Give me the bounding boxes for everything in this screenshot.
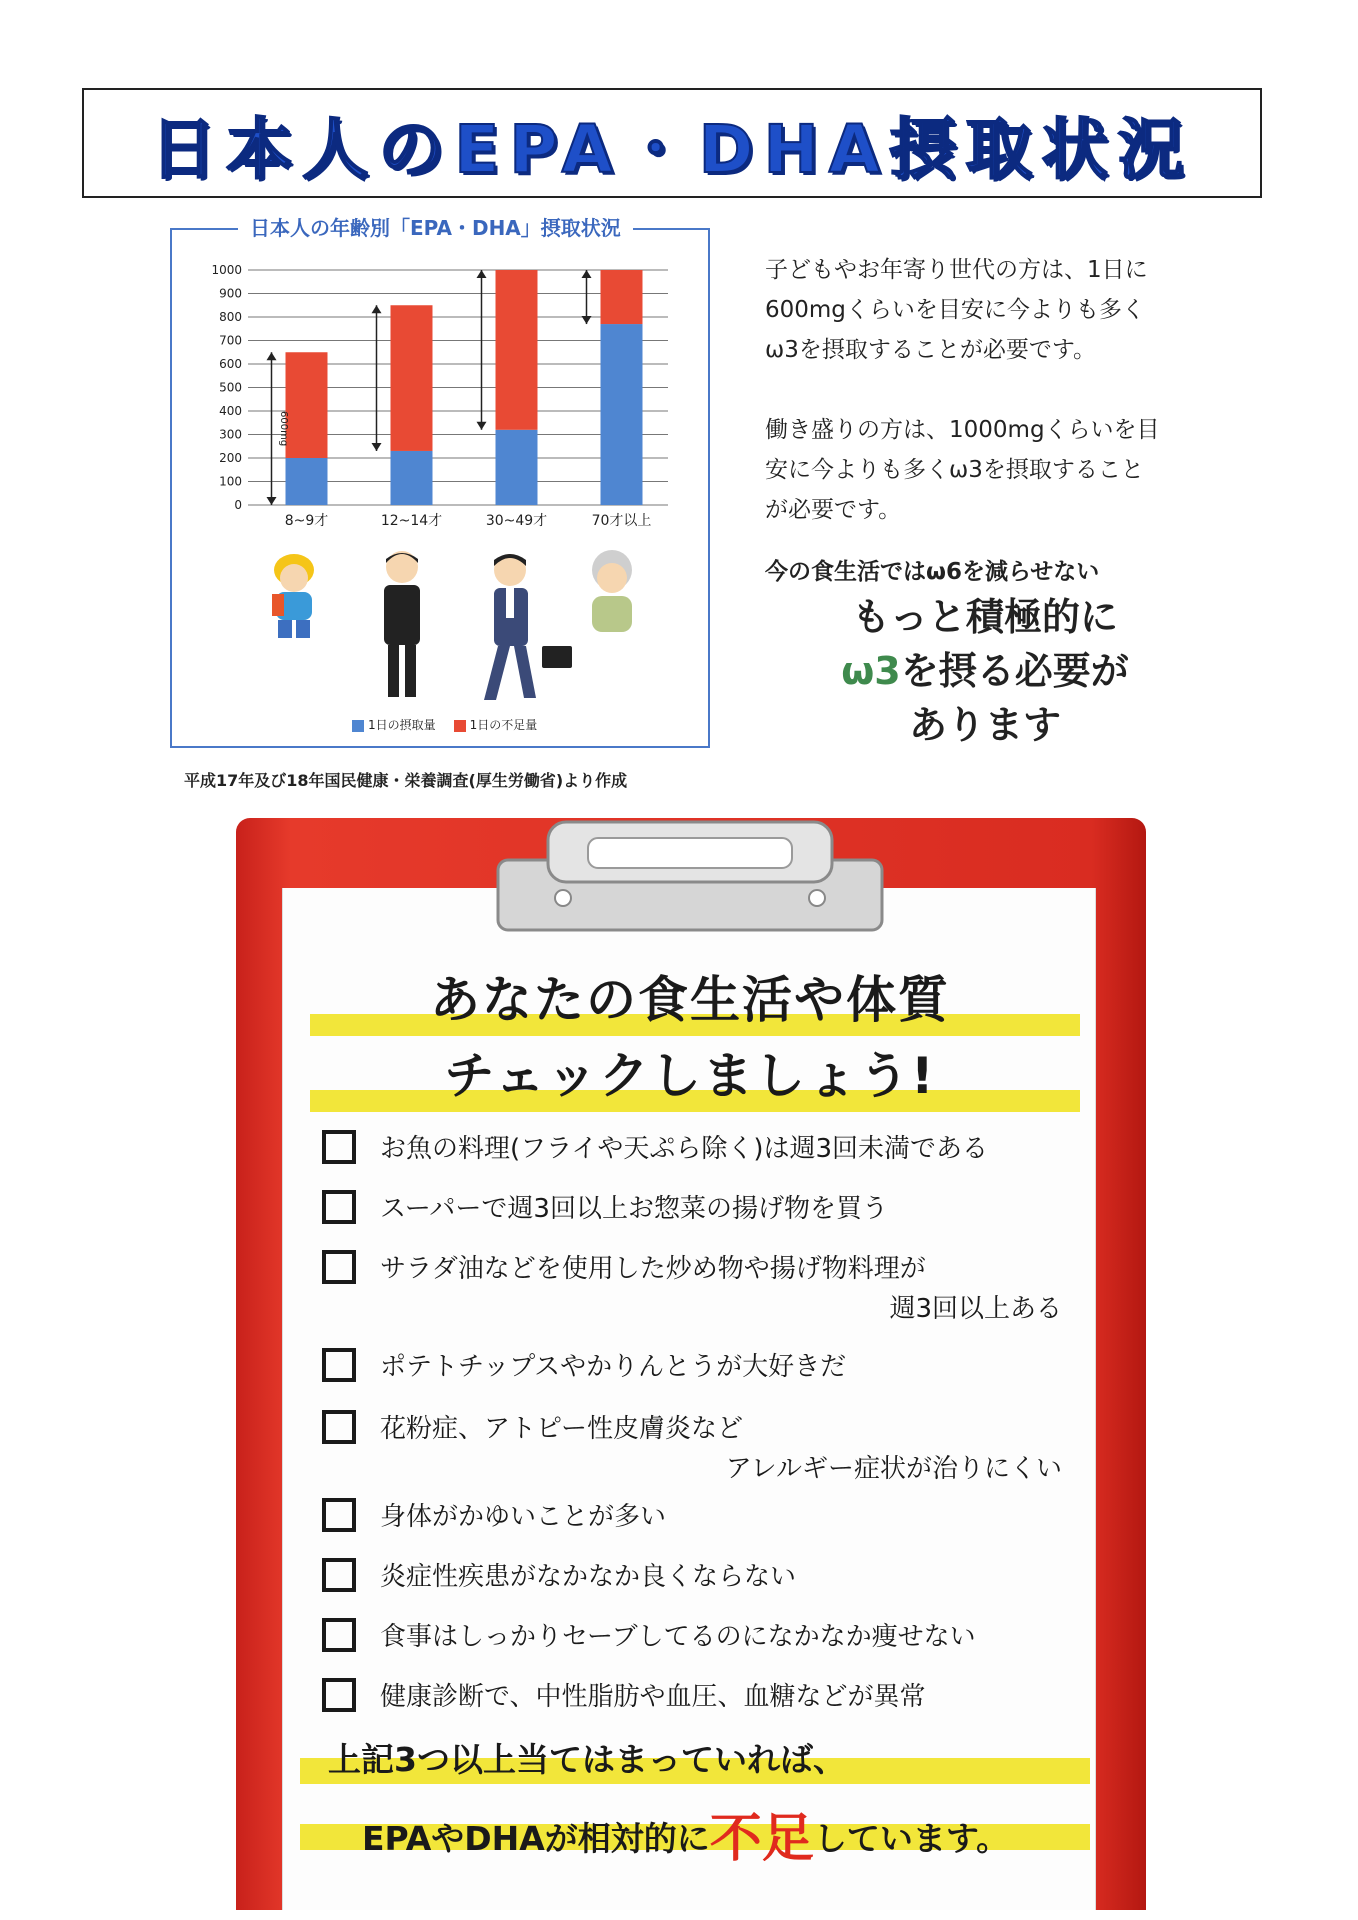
bar-shortage [496,270,538,430]
bar-intake [496,430,538,505]
arrow-head [582,270,592,278]
arrow-head [477,270,487,278]
y-tick-label: 900 [219,286,242,301]
y-tick-label: 1000 [211,263,242,277]
arrow-head [267,352,277,360]
arrow-head [582,316,592,324]
chart-title: 日本人の年齢別「EPA・DHA」摂取状況 [238,212,633,241]
y-tick-label: 500 [219,380,242,395]
checklist-title-line2: チェックしましょう! [444,1047,936,1105]
y-tick-label: 0 [234,498,242,512]
bar-intake [601,324,643,505]
child-illustration [258,548,328,648]
checklist-item-text: 花粉症、アトピー性皮膚炎など [380,1414,743,1444]
arrow-head [372,305,382,313]
checkbox[interactable] [322,1250,356,1284]
checkbox[interactable] [322,1410,356,1444]
legend-intake [352,716,436,733]
legend-shortage [454,716,538,733]
checklist-title-line1: あなたの食生活や体質 [430,971,950,1029]
y-tick-label: 700 [219,333,242,348]
source-note: 平成17年及び18年国民健康・栄養調査(厚生労働省)より作成 [184,771,628,790]
clipboard-clip [478,820,902,938]
p1-line: ω3を摂取することが必要です。 [765,337,1097,363]
checkbox[interactable] [322,1498,356,1532]
checklist-item-text: お魚の料理(フライや天ぷら除く)は週3回未満である [380,1134,989,1164]
legend-swatch-shortage [454,720,466,732]
checkbox[interactable] [322,1130,356,1164]
omega3-highlight: ω3 [841,649,901,693]
y-tick-label: 200 [219,451,242,465]
y-tick-label: 400 [219,404,242,418]
y-tick-label: 800 [219,310,242,324]
checklist-item-text: サラダ油などを使用した炒め物や揚げ物料理が [380,1254,926,1284]
checklist-item-cont: アレルギー症状が治りにくい [725,1454,1062,1484]
arrow-head [477,422,487,430]
chart-legend [352,716,537,733]
lead-text: 今の食生活ではω6を減らせない [765,559,1100,585]
emphasis-line1: もっと積極的に [851,595,1118,639]
checkbox[interactable] [322,1348,356,1382]
arrow-annotation: 600mg [278,411,289,447]
x-tick-label: 70才以上 [591,513,652,529]
checklist-footer-line2 [362,1796,1009,1871]
bar-shortage [286,352,328,458]
y-tick-label: 300 [219,427,242,442]
footer-pre: EPAやDHAが相対的に [362,1819,710,1858]
checklist-item-text: 炎症性疾患がなかなか良くならない [380,1562,797,1592]
elderly-illustration [582,548,642,638]
businessman-illustration [470,548,580,708]
bar-intake [391,451,433,505]
paragraph-children [765,250,1195,370]
checklist-item-text: ポテトチップスやかりんとうが大好きだ [380,1352,847,1382]
checklist-item-cont: 週3回以上ある [889,1294,1062,1324]
legend-label-shortage: 1日の不足量 [469,718,538,732]
checklist-item-text: スーパーで週3回以上お惣菜の揚げ物を買う [380,1194,888,1224]
x-tick-label: 8~9才 [284,513,329,529]
arrow-head [372,443,382,451]
emphasis-line2 [770,644,1200,698]
checklist-item-text: 健康診断で、中性脂肪や血圧、血糖などが異常 [380,1682,926,1712]
checkbox[interactable] [322,1618,356,1652]
student-illustration [372,545,432,705]
legend-swatch-intake [352,720,364,732]
p2-line: 安に今よりも多くω3を摂取すること [765,457,1144,483]
checklist-footer-line1: 上記3つ以上当てはまっていれば、 [328,1740,846,1779]
x-tick-label: 30~49才 [485,513,548,529]
p2-line: が必要です。 [765,497,902,523]
emphasis-text [770,590,1200,752]
p2-line: 働き盛りの方は、1000mgくらいを目 [765,417,1160,443]
checkbox[interactable] [322,1190,356,1224]
paragraph-adults [765,410,1195,530]
bar-shortage [601,270,643,324]
bar-shortage [391,305,433,451]
footer-post: しています。 [813,1819,1010,1858]
checklist-item-text: 身体がかゆいことが多い [380,1502,667,1532]
footer-shortage-word: 不足 [709,1809,814,1869]
p1-line: 600mgくらいを目安に今よりも多く [765,297,1145,323]
x-tick-label: 12~14才 [380,513,443,529]
legend-label-intake: 1日の摂取量 [368,718,436,732]
emphasis-line2-rest: を摂る必要が [900,649,1129,693]
arrow-head [267,497,277,505]
checkbox[interactable] [322,1558,356,1592]
y-tick-label: 100 [219,474,242,489]
p1-line: 子どもやお年寄り世代の方は、1日に [765,257,1148,283]
emphasis-line3: あります [908,703,1061,747]
bar-intake [286,458,328,505]
y-tick-label: 600 [219,357,242,371]
page-title: 日本人のEPA・DHA摂取状況 [150,110,1194,188]
checkbox[interactable] [322,1678,356,1712]
checklist-item-text: 食事はしっかりセーブしてるのになかなか痩せない [380,1622,976,1652]
